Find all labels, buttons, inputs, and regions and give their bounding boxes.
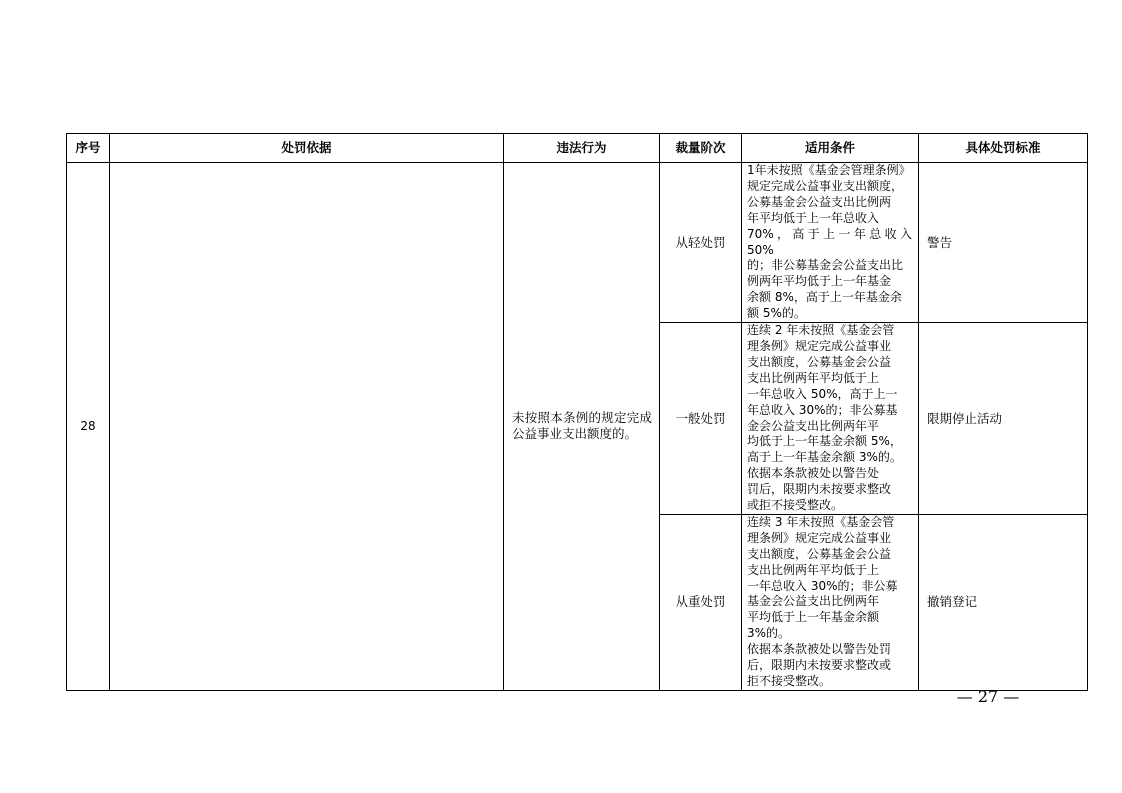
condition-line: 支出比例两年平均低于上 [747,370,880,385]
condition-line: 支出额度，公募基金会公益 [747,354,892,369]
condition-line: 支出比例两年平均低于上 [747,562,880,577]
level-cell-heavy: 从重处罚 [660,514,742,690]
standard-cell-light: 警告 [919,163,1088,323]
standard-cell-heavy: 撤销登记 [919,514,1088,690]
page-number: — 27 — [956,687,1020,706]
condition-line: 额 5%的。 [747,306,806,321]
condition-line: 例两年平均低于上一年基金 [747,274,892,289]
condition-line: 或拒不接受整改。 [747,498,844,513]
condition-line: 一年总收入 30%的；非公募 [747,578,898,593]
condition-line: 金会公益支出比例两年平 [747,418,880,433]
condition-line: 连续 3 年未按照《基金会管 [747,514,895,529]
condition-line: 理条例》规定完成公益事业 [747,530,892,545]
condition-line: 高于上一年基金余额 3%的。 [747,450,902,465]
condition-cell-general [742,323,919,515]
basis-cell [110,163,504,691]
header-row [67,134,1088,163]
condition-cell-heavy [742,514,919,690]
standard-cell-general: 限期停止活动 [919,323,1088,515]
condition-line: 依据本条款被处以警告处 [747,466,880,481]
condition-line: 基金会公益支出比例两年 [747,594,880,609]
condition-line: 支出额度，公募基金会公益 [747,546,892,561]
condition-line: 拒不接受整改。 [747,674,832,688]
header-basis: 处罚依据 [110,134,504,163]
condition-line: 依据本条款被处以警告处罚 [747,642,892,657]
condition-line: 年总收入 30%的；非公募基 [747,402,898,417]
condition-line: 后，限期内未按要求整改或 [747,658,892,673]
condition-line: 罚后，限期内未按要求整改 [747,482,892,497]
table-body [67,163,1088,691]
level-cell-light: 从轻处罚 [660,163,742,323]
condition-cell-light [742,163,919,323]
header-condition: 适用条件 [742,134,919,163]
condition-line: 均低于上一年基金余额 5%， [747,434,902,449]
condition-line: 一年总收入 50%，高于上一 [747,386,898,401]
level-cell-general: 一般处罚 [660,323,742,515]
condition-line: 连续 2 年未按照《基金会管 [747,323,895,338]
condition-line: 平均低于上一年基金余额 [747,610,880,625]
penalty-standard-table [66,133,1088,691]
header-behavior: 违法行为 [504,134,660,163]
seq-cell: 28 [67,163,110,691]
header-level: 裁量阶次 [660,134,742,163]
behavior-cell: 未按照本条例的规定完成公益事业支出额度的。 [504,163,660,691]
header-standard: 具体处罚标准 [919,134,1088,163]
condition-line: 年平均低于上一年总收入 [747,210,880,225]
condition-line: 规定完成公益事业支出额度， [747,178,904,193]
condition-line: 1年未按照《基金会管理条例》 [747,163,911,177]
condition-line: 余额 8%，高于上一年基金余 [747,290,902,305]
table-header [67,134,1088,163]
condition-line: 3%的。 [747,626,791,641]
condition-line: 理条例》规定完成公益事业 [747,338,892,353]
condition-line: 公募基金会公益支出比例两 [747,194,892,209]
condition-line: 70%，高于上一年总收入 50% [747,226,912,257]
header-seq: 序号 [67,134,110,163]
condition-line: 的；非公募基金会公益支出比 [747,258,904,273]
table-row [67,163,1088,323]
